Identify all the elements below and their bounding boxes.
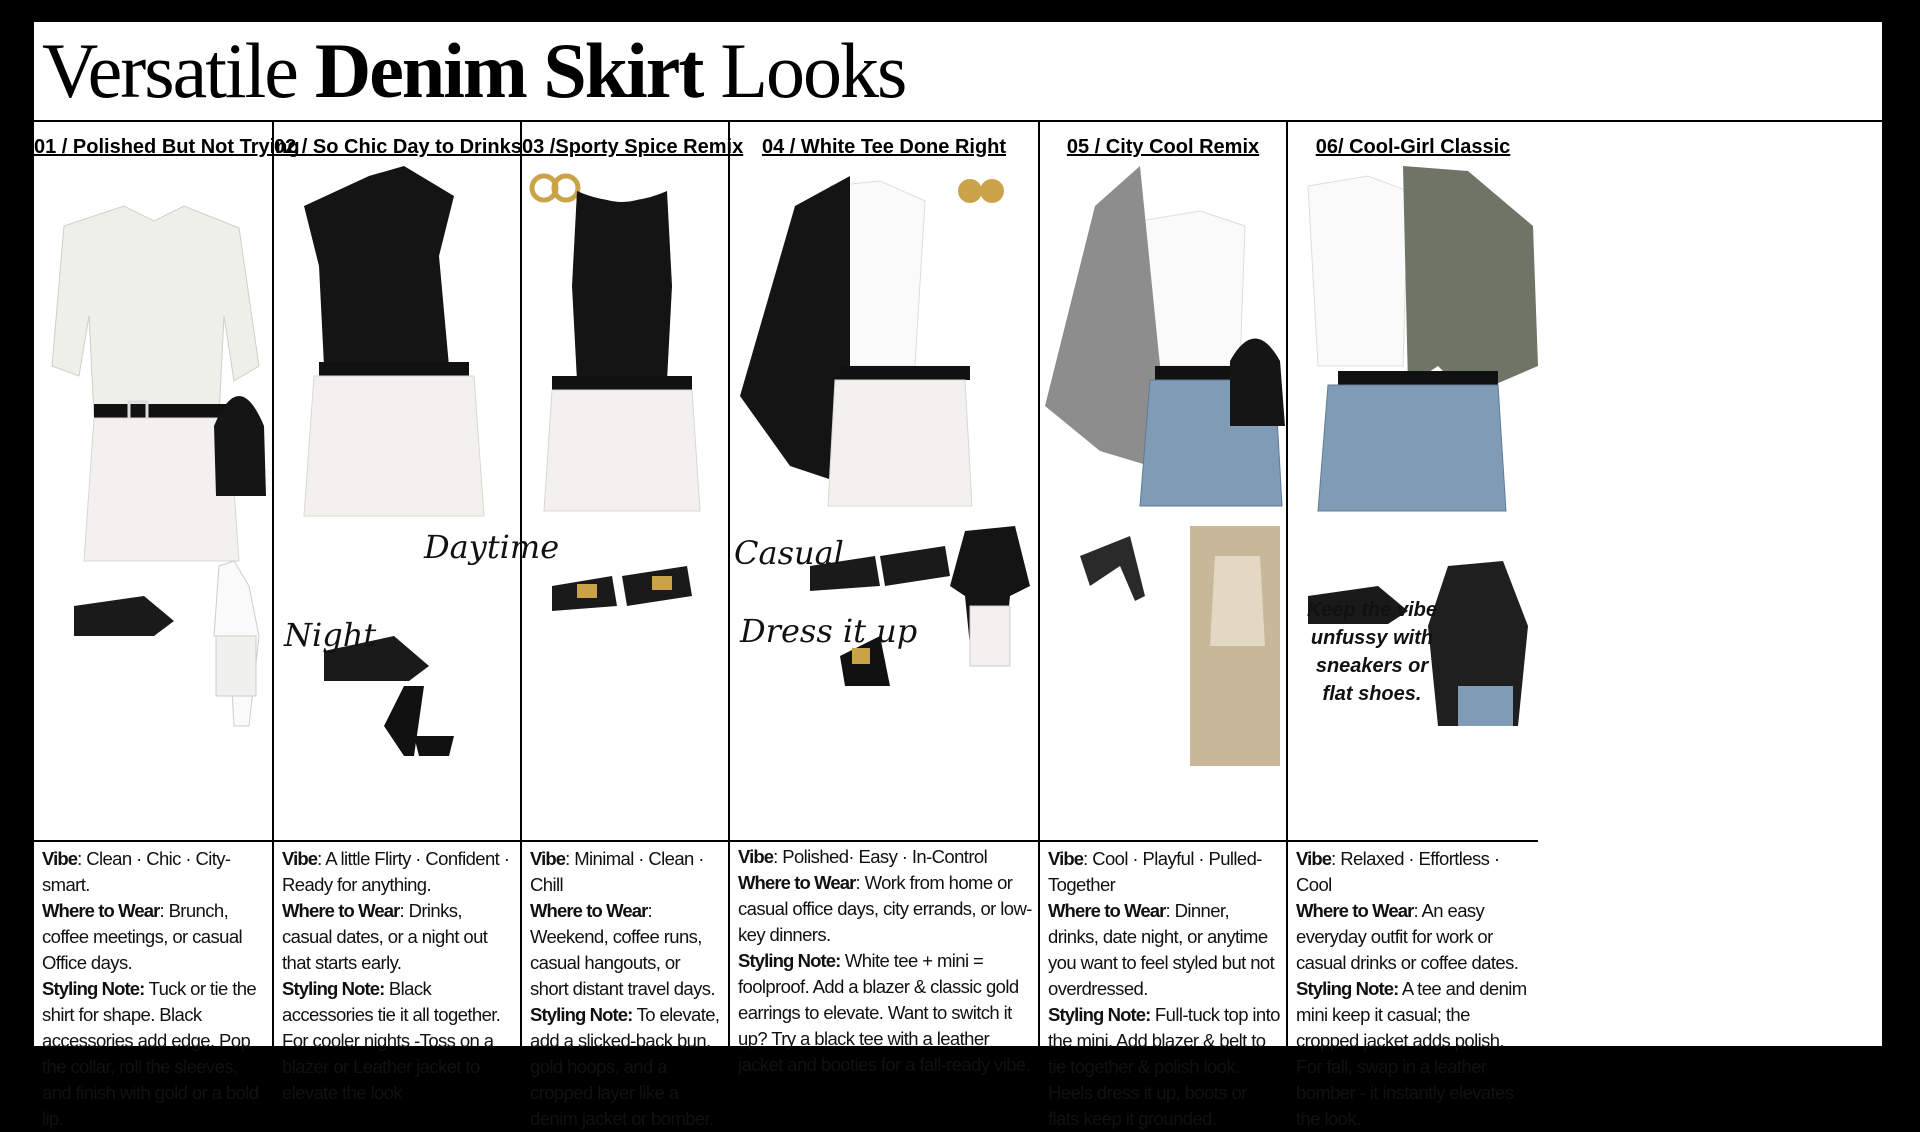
- outfit-illustration-1: [34, 166, 274, 836]
- styling-text-6: A tee and denim mini keep it casual; the cropped jacket adds polish. For fall, swap in a leather bomber - it instantly elevates the look.: [1296, 978, 1527, 1129]
- lookbook-board: [34, 22, 1882, 1129]
- vibe-label: Vibe: [42, 848, 78, 869]
- look-column-1: [34, 122, 300, 1129]
- look-column-5: [1040, 122, 1288, 1129]
- column-divider-5: [1040, 840, 1286, 842]
- where-label: Where to Wear: [530, 900, 648, 921]
- look-heading-5: 05 / City Cool Remix: [1066, 136, 1260, 158]
- where-text-3: : Weekend, coffee runs, casual hangouts, or short distant travel days.: [530, 900, 715, 999]
- look-heading-6: 06/ Cool-Girl Classic: [1315, 136, 1511, 158]
- column-divider-4: [730, 840, 1038, 842]
- where-label: Where to Wear: [42, 900, 160, 921]
- vibe-label: Vibe: [738, 846, 774, 867]
- where-label: Where to Wear: [282, 900, 400, 921]
- outfit-illustration-4: [730, 166, 1040, 836]
- look-column-6: [1288, 122, 1882, 1129]
- styling-text-2: Black accessories tie it all together. For cooler nights -Toss on a blazer or Leather jacket to elevate the look: [282, 978, 501, 1103]
- look-heading-1: 01 / Polished But Not Trying: [34, 136, 300, 158]
- vibe-text-5: : Cool · Playful · Pulled-Together: [1048, 848, 1262, 895]
- look-notes-2: [282, 846, 514, 1106]
- look-notes-6: [1296, 846, 1534, 1132]
- outfit-image-6: [1288, 166, 1882, 836]
- styling-text-1: Tuck or tie the shirt for shape. Black accessories add edge. Pop the collar, roll the sleeves, and finish with gold or a bold lip.: [42, 978, 259, 1129]
- outfit-image-1: [34, 166, 272, 836]
- where-label: Where to Wear: [1048, 900, 1166, 921]
- where-text-1: : Brunch, coffee meetings, or casual Office days.: [42, 900, 243, 973]
- outfit-image-5: [1040, 166, 1286, 836]
- column-divider-3: [522, 840, 728, 842]
- look-heading-2: 02 / So Chic Day to Drinks: [274, 136, 522, 158]
- vibe-label: Vibe: [282, 848, 318, 869]
- where-text-6: : An easy everyday outfit for work or casual drinks or coffee dates.: [1296, 900, 1519, 973]
- title-part-3: Looks: [720, 27, 906, 114]
- outfit-illustration-2: [274, 166, 522, 836]
- look-heading-4: 04 / White Tee Done Right: [761, 136, 1007, 158]
- script-night: Night: [284, 616, 377, 654]
- where-label: Where to Wear: [1296, 900, 1414, 921]
- styling-label: Styling Note:: [1296, 978, 1399, 999]
- title-part-1: Versatile: [42, 27, 297, 114]
- outfit-illustration-5: [1040, 166, 1288, 836]
- vibe-text-2: : A little Flirty · Confident · Ready for anything.: [282, 848, 510, 895]
- column-divider-1: [34, 840, 272, 842]
- look-notes-1: [42, 846, 266, 1132]
- outfit-illustration-3: [522, 166, 730, 836]
- vibe-label: Vibe: [530, 848, 566, 869]
- column-divider-2: [274, 840, 520, 842]
- styling-label: Styling Note:: [738, 950, 841, 971]
- styling-text-5: Full-tuck top into the mini. Add blazer & belt to tie together & polish look. Heels dress it up, boots or flats keep it grounded.: [1048, 1004, 1280, 1129]
- title-part-2: Denim Skirt: [314, 27, 703, 114]
- styling-text-4: White tee + mini = foolproof. Add a blazer & classic gold earrings to elevate. Want to switch it up? Try a black tee with a leather jacket and booties for a fall-ready vibe.: [738, 950, 1031, 1075]
- vibe-text-4: : Polished· Easy · In-Control: [773, 846, 988, 867]
- look-notes-4: [738, 844, 1032, 1078]
- styling-text-3: To elevate, add a slicked-back bun, gold hoops, and a cropped layer like a denim jacket or bomber.: [530, 1004, 720, 1129]
- page-title: [42, 22, 905, 120]
- styling-label: Styling Note:: [282, 978, 385, 999]
- look-column-3: [522, 122, 744, 1129]
- styling-label: Styling Note:: [530, 1004, 633, 1025]
- where-text-4: : Work from home or casual office days, city errands, or low-key dinners.: [738, 872, 1032, 945]
- outfit-image-4: [730, 166, 1038, 836]
- styling-label: Styling Note:: [1048, 1004, 1151, 1025]
- where-text-2: : Drinks, casual dates, or a night out that starts early.: [282, 900, 488, 973]
- vibe-label: Vibe: [1296, 848, 1332, 869]
- look-column-4: [730, 122, 1040, 1075]
- outfit-image-3: [522, 166, 728, 836]
- where-label: Where to Wear: [738, 872, 856, 893]
- flat-shoes-note: Keep the vibe unfussy with sneakers or flat shoes.: [1306, 599, 1438, 705]
- look-notes-5: [1048, 846, 1280, 1132]
- vibe-text-6: : Relaxed · Effortless · Cool: [1296, 848, 1500, 895]
- column-divider-6: [1288, 840, 1538, 842]
- vibe-label: Vibe: [1048, 848, 1084, 869]
- outfit-illustration-6: [1288, 166, 1882, 836]
- look-column-2: [274, 122, 560, 1103]
- script-dress-it-up: Dress it up: [740, 612, 918, 650]
- outfit-image-2: [274, 166, 560, 836]
- look-notes-3: [530, 846, 722, 1132]
- styling-label: Styling Note:: [42, 978, 145, 999]
- look-heading-3: 03 /Sporty Spice Remix: [522, 136, 744, 158]
- vibe-text-1: : Clean · Chic · City-smart.: [42, 848, 231, 895]
- where-text-5: : Dinner, drinks, date night, or anytime you want to feel styled but not overdressed.: [1048, 900, 1275, 999]
- script-casual: Casual: [734, 534, 844, 572]
- script-daytime: Daytime: [424, 528, 560, 566]
- vibe-text-3: : Minimal · Clean · Chill: [530, 848, 704, 895]
